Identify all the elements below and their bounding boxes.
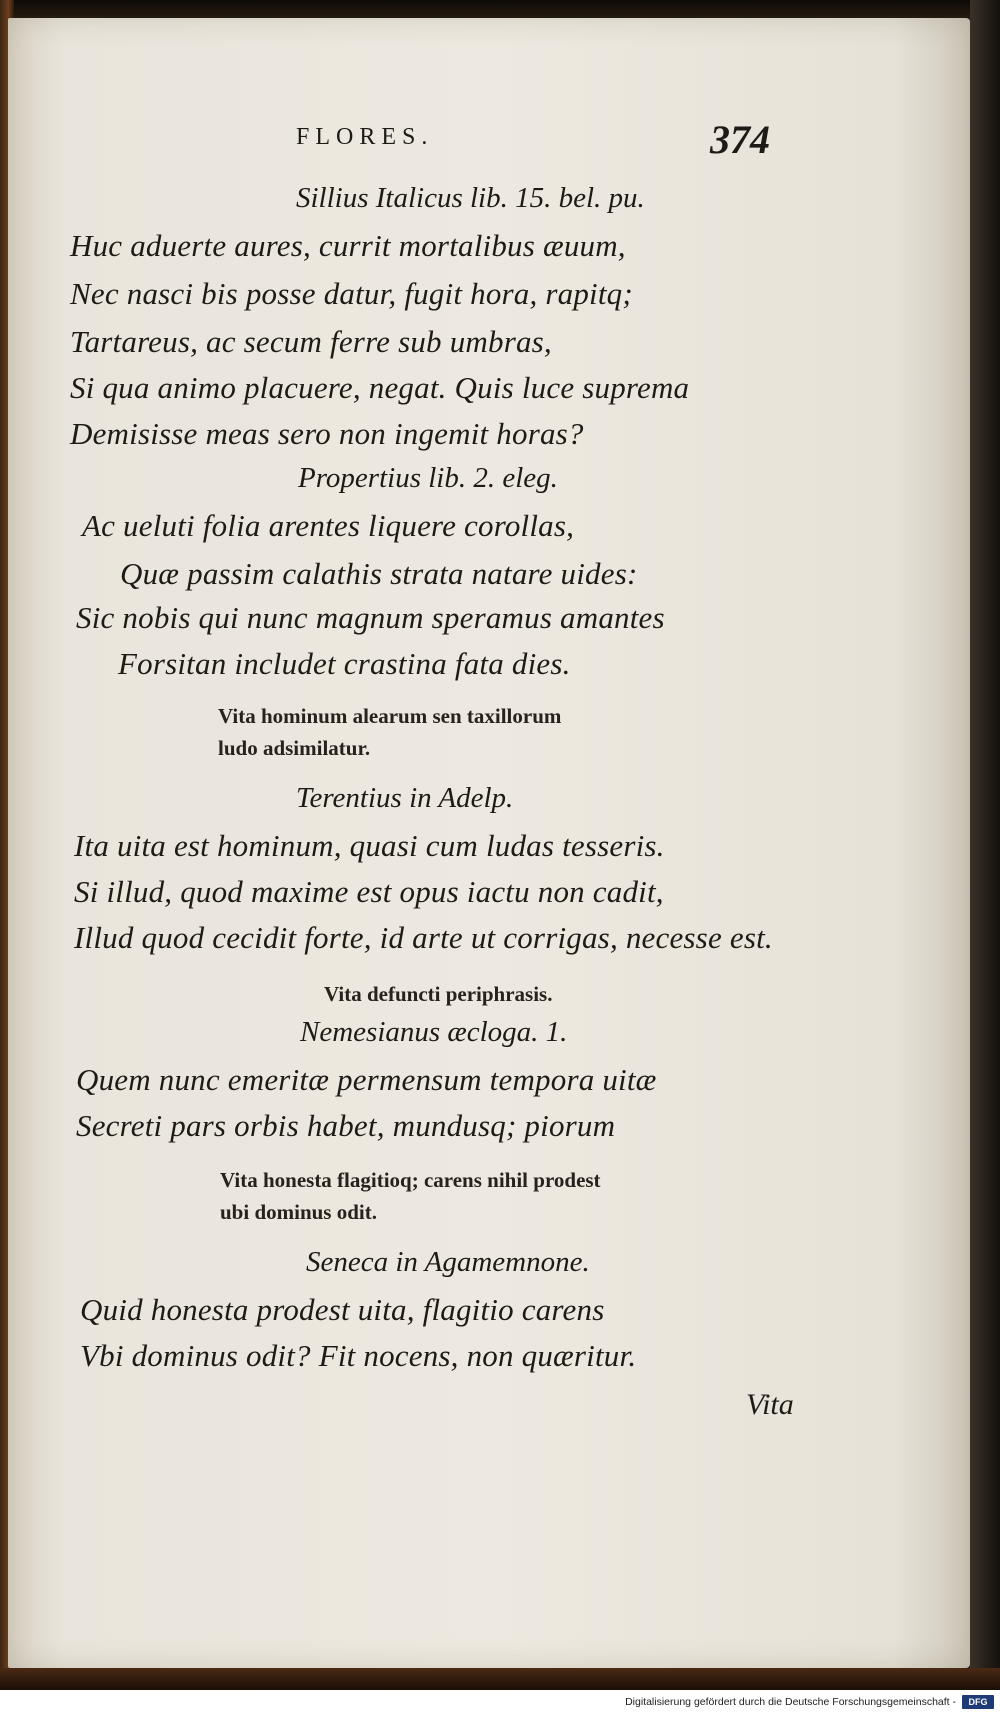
verse-line: Secreti pars orbis habet, mundusq; piorum	[76, 1108, 616, 1143]
verse-line: Huc aduerte aures, currit mortalibus æuum,	[70, 228, 626, 263]
digitization-footer	[0, 1690, 1000, 1715]
verse-line: Demisisse meas sero non ingemit horas?	[70, 416, 584, 451]
verse-line: Illud quod cecidit forte, id arte ut corrigas, necesse est.	[74, 920, 773, 955]
source-citation: Nemesianus æcloga. 1.	[300, 1016, 568, 1048]
source-citation: Propertius lib. 2. eleg.	[298, 462, 558, 494]
verse-line: Ita uita est hominum, quasi cum ludas tesseris.	[74, 828, 665, 863]
source-citation: Seneca in Agamemnone.	[306, 1246, 590, 1278]
marginal-heading: ludo adsimilatur.	[218, 736, 371, 760]
marginal-heading: Vita defuncti periphrasis.	[324, 982, 553, 1006]
verse-line: Quem nunc emeritæ permensum tempora uitæ	[76, 1062, 657, 1097]
verse-line: Nec nasci bis posse datur, fugit hora, rapitq;	[70, 276, 633, 311]
verse-line: Quæ passim calathis strata natare uides:	[120, 556, 638, 591]
verse-line: Tartareus, ac secum ferre sub umbras,	[70, 324, 552, 359]
dfg-logo-icon: DFG	[962, 1695, 994, 1709]
verse-line: Ac ueluti folia arentes liquere corollas,	[82, 508, 575, 543]
marginal-heading: ubi dominus odit.	[220, 1200, 377, 1224]
page-number: 374	[710, 117, 770, 162]
source-citation: Terentius in Adelp.	[296, 782, 514, 814]
verse-line: Si qua animo placuere, negat. Quis luce suprema	[70, 370, 690, 405]
scan-bottom-edge	[0, 1668, 1000, 1690]
marginal-heading: Vita hominum alearum sen taxillorum	[218, 704, 562, 728]
verse-line: Forsitan includet crastina fata dies.	[118, 646, 571, 681]
marginal-heading: Vita honesta flagitioq; carens nihil prodest	[220, 1168, 601, 1192]
verse-line: Vbi dominus odit? Fit nocens, non quæritur.	[80, 1338, 637, 1373]
funding-credit: Digitalisierung gefördert durch die Deutsche Forschungsgemeinschaft -	[625, 1696, 956, 1708]
verse-line: Sic nobis qui nunc magnum speramus amantes	[76, 600, 665, 635]
scan-right-edge	[970, 0, 1000, 1715]
running-title: FLORES.	[296, 124, 434, 150]
verse-line: Quid honesta prodest uita, flagitio carens	[80, 1292, 605, 1327]
catchword: Vita	[746, 1388, 794, 1421]
source-citation: Sillius Italicus lib. 15. bel. pu.	[296, 182, 645, 214]
verse-line: Si illud, quod maxime est opus iactu non cadit,	[74, 874, 664, 909]
